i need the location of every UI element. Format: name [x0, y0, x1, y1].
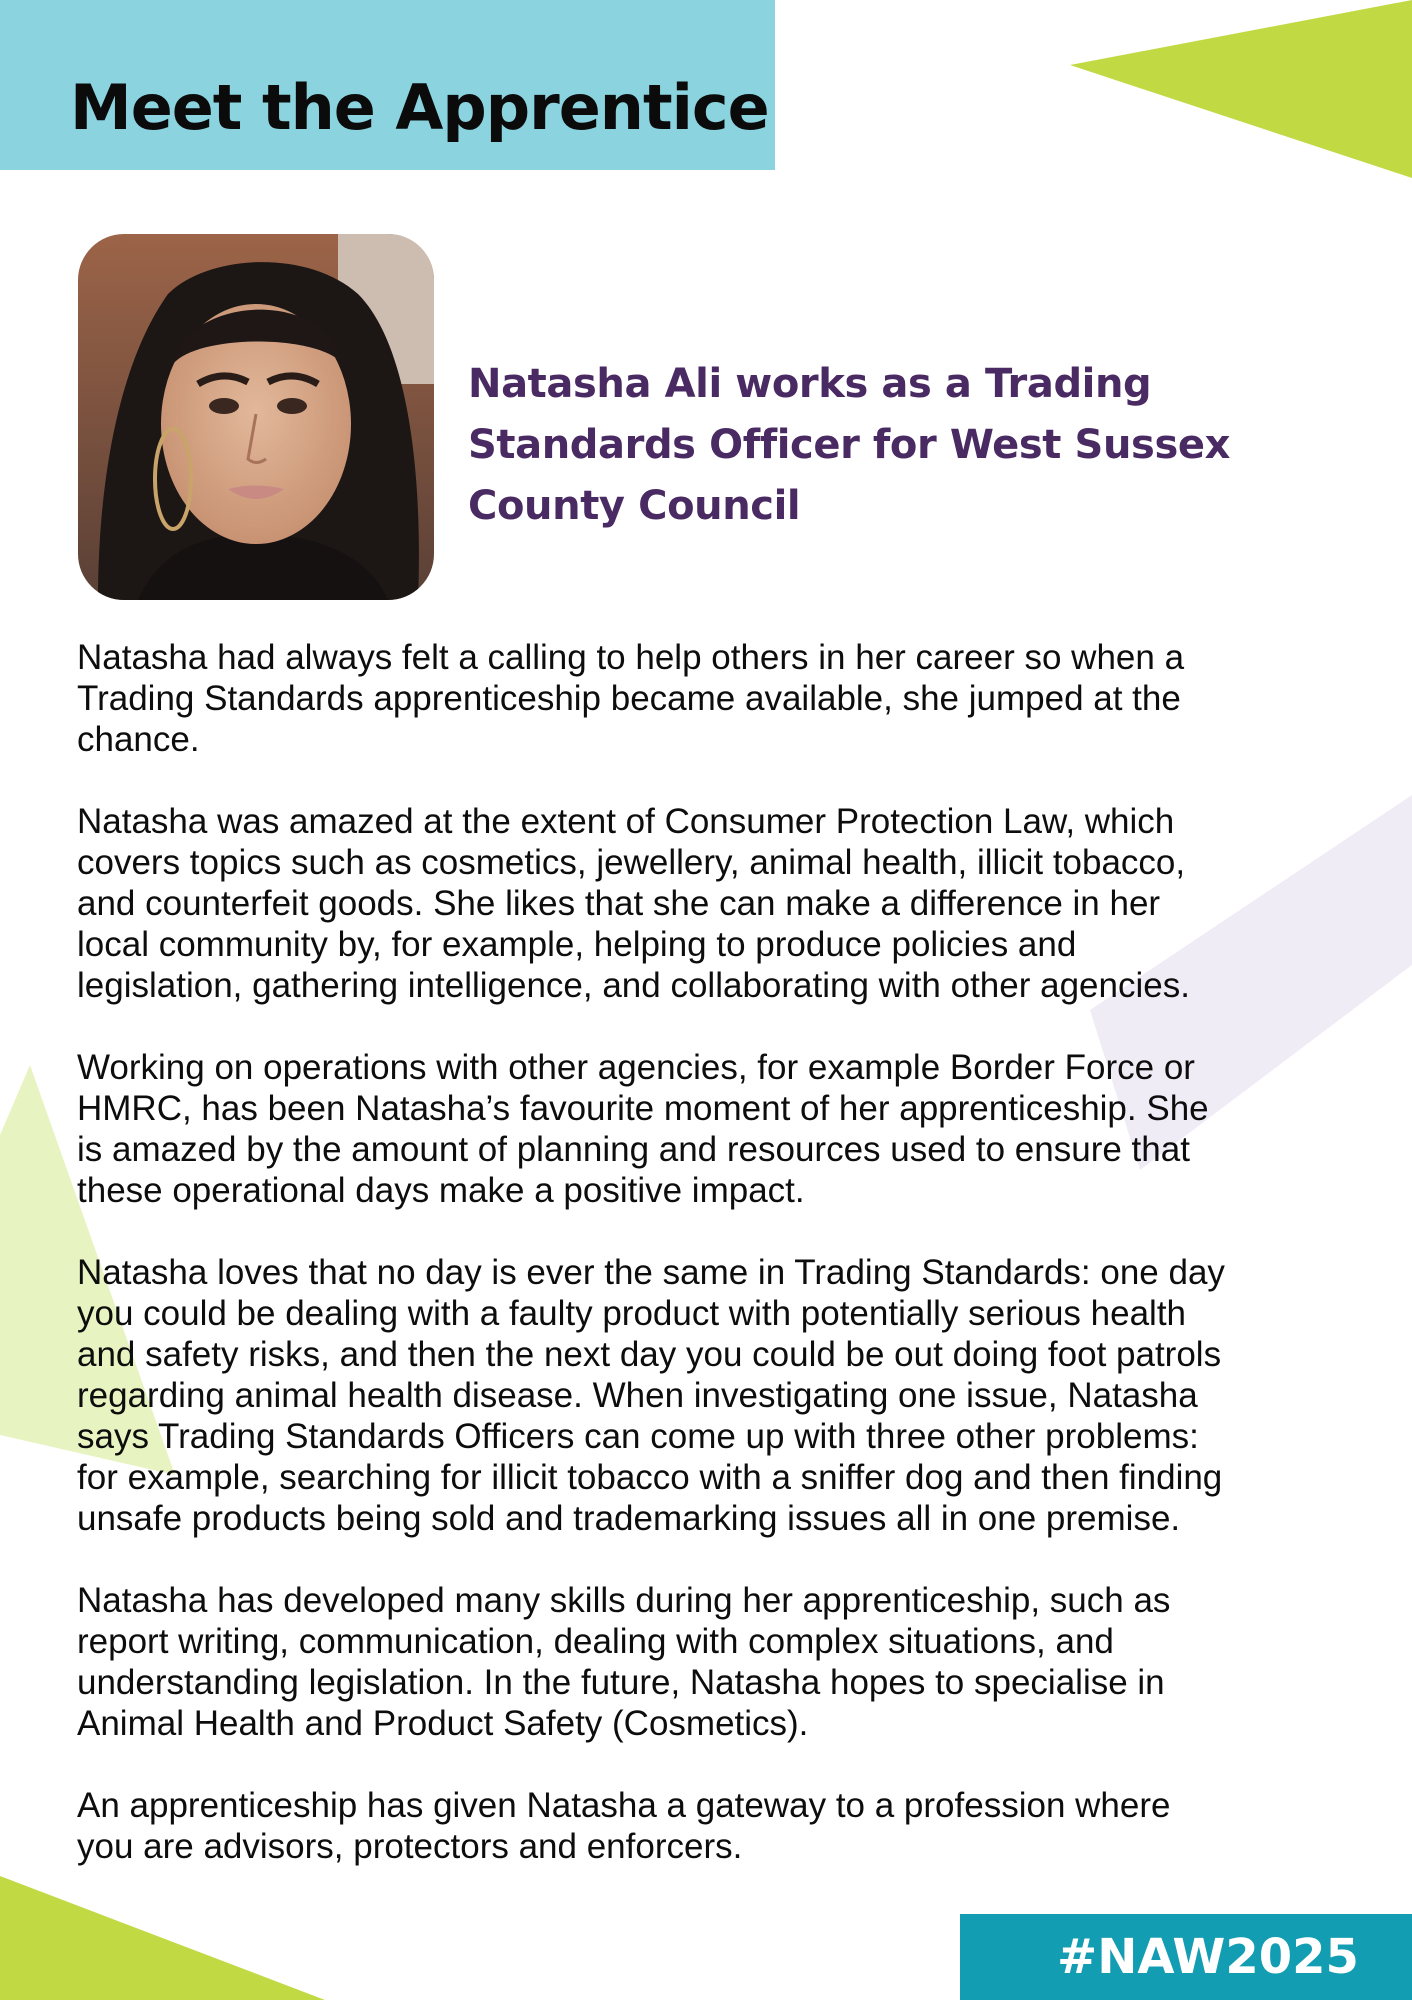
paragraph-consumer-law — [77, 801, 1377, 1006]
paragraph-skills — [77, 1580, 1377, 1744]
text-line: for example, searching for illicit tobacco with a sniffer dog and then finding — [77, 1458, 1223, 1497]
text-line: Natasha had always felt a calling to help others in her career so when a — [77, 638, 1185, 677]
text-line: Working on operations with other agencies, for example Border Force or — [77, 1048, 1195, 1087]
title-banner — [0, 0, 775, 170]
text-line: legislation, gathering intelligence, and collaborating with other agencies. — [77, 966, 1190, 1005]
text-line: local community by, for example, helping to produce policies and — [77, 925, 1077, 964]
page-title: Meet the Apprentice — [70, 71, 769, 144]
text-line: you are advisors, protectors and enforcers. — [77, 1827, 743, 1866]
text-line: covers topics such as cosmetics, jewellery, animal health, illicit tobacco, — [77, 843, 1186, 882]
text-line: and safety risks, and then the next day you could be out doing foot patrols — [77, 1335, 1222, 1374]
hashtag-text: #NAW2025 — [1057, 1929, 1359, 1985]
text-line: is amazed by the amount of planning and resources used to ensure that — [77, 1130, 1190, 1169]
text-line: report writing, communication, dealing with complex situations, and — [77, 1622, 1114, 1661]
headline-line: County Council — [468, 483, 801, 529]
text-line: An apprenticeship has given Natasha a gateway to a profession where — [77, 1786, 1171, 1825]
text-line: says Trading Standards Officers can come up with three other problems: — [77, 1417, 1199, 1456]
hashtag-banner — [960, 1914, 1412, 2000]
text-line: Trading Standards apprenticeship became available, she jumped at the — [77, 679, 1181, 718]
text-line: Natasha was amazed at the extent of Consumer Protection Law, which — [77, 802, 1175, 841]
text-line: and counterfeit goods. She likes that she can make a difference in her — [77, 884, 1161, 923]
apprentice-photo — [78, 234, 434, 600]
text-line: Natasha loves that no day is ever the same in Trading Standards: one day — [77, 1253, 1225, 1292]
paragraph-conclusion — [77, 1785, 1377, 1867]
story-body — [77, 637, 1377, 1908]
paragraph-variety — [77, 1252, 1377, 1539]
paragraph-intro — [77, 637, 1377, 760]
paragraph-operations — [77, 1047, 1377, 1211]
headline-line: Natasha Ali works as a Trading — [468, 361, 1152, 407]
text-line: Natasha has developed many skills during her apprenticeship, such as — [77, 1581, 1171, 1620]
headline-line: Standards Officer for West Sussex — [468, 422, 1230, 468]
text-line: chance. — [77, 720, 200, 759]
text-line: understanding legislation. In the future, Natasha hopes to specialise in — [77, 1663, 1165, 1702]
text-line: HMRC, has been Natasha’s favourite moment of her apprenticeship. She — [77, 1089, 1209, 1128]
apprentice-headline — [468, 354, 1368, 537]
text-line: unsafe products being sold and trademarking issues all in one premise. — [77, 1499, 1181, 1538]
lime-triangle-top-right — [1070, 0, 1412, 178]
text-line: Animal Health and Product Safety (Cosmetics). — [77, 1704, 809, 1743]
text-line: these operational days make a positive impact. — [77, 1171, 805, 1210]
text-line: you could be dealing with a faulty product with potentially serious health — [77, 1294, 1187, 1333]
text-line: regarding animal health disease. When investigating one issue, Natasha — [77, 1376, 1198, 1415]
